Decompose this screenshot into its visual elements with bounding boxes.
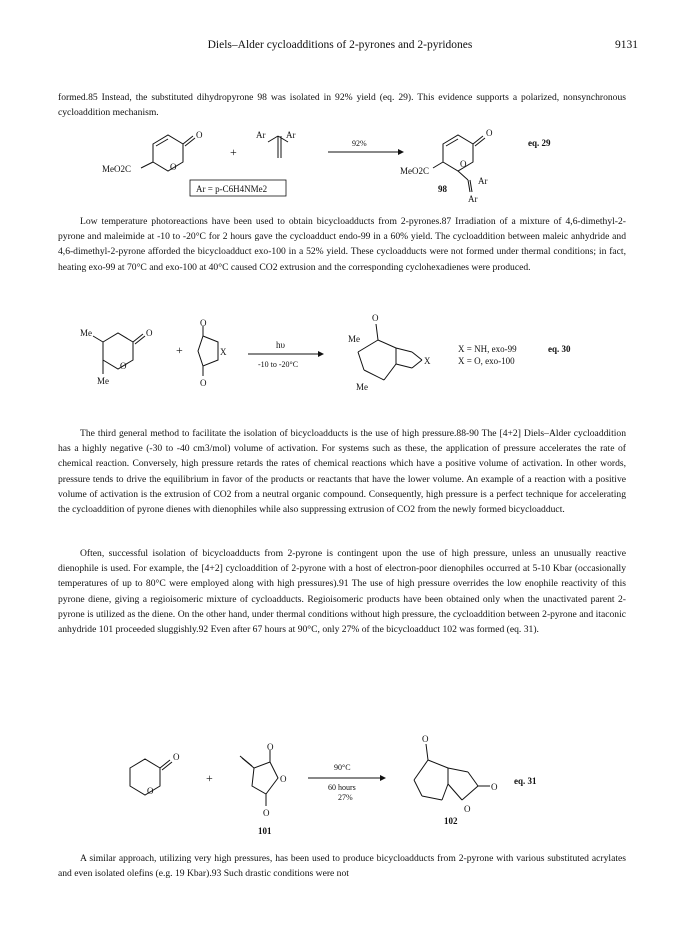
- eq30-dienophile: [198, 326, 218, 376]
- eq31-label: eq. 31: [514, 776, 537, 786]
- eq29-ring-o: O: [170, 162, 177, 172]
- eq30-product-me-bottom: Me: [356, 382, 368, 392]
- eq30-plus: +: [176, 343, 183, 357]
- eq31-anhydride-o-bottom: O: [263, 808, 270, 818]
- eq31-product-o-top: O: [422, 734, 429, 744]
- eq31-compound-102: 102: [444, 816, 458, 826]
- eq31-conditions-time: 60 hours: [328, 783, 356, 792]
- paragraph-3: The third general method to facilitate the isolation of bicycloadducts is the use of high pressure.88-90 The [4+2] Diels–Alder cycloaddition has a highly negative (-30 to -40 cm3/mol) volume of activation. For systems such as these, the application of pressure accelerates the rate of chemical reaction. Conversely, high pressure retards the rates of chemical reactions which have a positive volume of activation. In other words, pressure tends to drive the equilibrium in favor of the products or reactants that have the lower volume. An example of a reaction with a positive volume of activation is the extrusion of CO2 from a neutral organic compound. Consequently, high pressure is a perfect technique for accelerating the cycloaddition of pyrone dienes with dienophiles while also suppressing extrusion of CO2 from the newly formed bicycloadduct.: [58, 428, 626, 516]
- eq29-drawing: [58, 122, 626, 207]
- eq31-pyrone-carbonyl-o: O: [173, 752, 180, 762]
- paragraph-1: formed.85 Instead, the substituted dihydropyrone 98 was isolated in 92% yield (eq. 29). This evidence supports a polarized, nonsynchronous cycloaddition mechanism.: [58, 92, 626, 119]
- eq29-plus: +: [230, 145, 237, 159]
- eq31-product-o-carbonyl: O: [491, 782, 498, 792]
- eq31-conditions-yield: 27%: [338, 793, 353, 802]
- eq31-compound-101: 101: [258, 826, 272, 836]
- eq30-me-top: Me: [80, 328, 92, 338]
- eq31-product-o-bottom: O: [464, 804, 471, 814]
- eq29-product-ester: MeO2C: [400, 166, 429, 176]
- page-number: 9131: [615, 39, 638, 51]
- eq31-product: [414, 744, 490, 800]
- scheme-eq29: [58, 122, 626, 207]
- eq30-me-bottom: Me: [97, 376, 109, 386]
- eq30-product-me-top: Me: [348, 334, 360, 344]
- eq29-ar-b: Ar: [286, 130, 296, 140]
- eq30-dienophile-o-bottom: O: [200, 378, 207, 388]
- eq30-legend-2: X = O, exo-100: [458, 356, 515, 366]
- eq29-product-o: O: [486, 128, 493, 138]
- eq29-yield: 92%: [352, 139, 367, 148]
- eq30-product: [358, 324, 422, 380]
- eq30-drawing: [58, 313, 626, 422]
- eq30-product-x: X: [424, 356, 431, 366]
- eq29-ester-label: MeO2C: [102, 164, 131, 174]
- eq29-ar-definition: Ar = p-C6H4NMe2: [196, 184, 268, 194]
- scheme-eq30: [58, 313, 626, 422]
- eq30-conditions-bottom: -10 to -20°C: [258, 360, 299, 369]
- paragraph-2: Low temperature photoreactions have been used to obtain bicycloadducts from 2-pyrones.87 Irradiation of a mixture of 4,6-dimethyl-2-pyrone and maleimide at -10 to -20°C for 2 hours gave the cycloadduct endo-99 in a 60% yield. The cycloaddition between maleic anhydride and 4,6-dimethyl-2-pyrone afforded the bicycloadduct exo-100 in a 52% yield. These cycloadducts were not formed under thermal conditions; in fact, heating exo-99 at 70°C and exo-100 at 40°C caused CO2 extrusion and the corresponding cyclohexadienes were produced.: [58, 216, 626, 273]
- eq31-anhydride: [240, 750, 278, 806]
- eq30-pyrone-ring-o: O: [120, 361, 127, 371]
- paragraph-5: A similar approach, utilizing very high pressures, has been used to produce bicycloadducts from 2-pyrone with various substituted acrylates and even isolated olefins (e.g. 19 Kbar).93 Such drastic conditions were not: [58, 853, 626, 880]
- eq31-anhydride-o-ring: O: [280, 774, 287, 784]
- page-header: [0, 39, 680, 55]
- eq29-alkene: [268, 136, 288, 158]
- eq29-ar-a: Ar: [256, 130, 266, 140]
- eq31-plus: +: [206, 771, 213, 785]
- eq30-conditions-top: hυ: [276, 340, 285, 350]
- eq30-x: X: [220, 347, 227, 357]
- eq30-legend-1: X = NH, exo-99: [458, 344, 517, 354]
- running-title: Diels–Alder cycloadditions of 2-pyrones and 2-pyridones: [207, 39, 473, 51]
- eq29-compound-number: 98: [438, 184, 447, 194]
- eq29-product-ar: Ar: [478, 176, 488, 186]
- eq30-pyrone: [93, 333, 145, 374]
- eq31-conditions-temp: 90°C: [334, 763, 351, 772]
- eq30-product-o-top: O: [372, 313, 379, 323]
- eq30-pyrone-carbonyl-o: O: [146, 328, 153, 338]
- eq29-carbonyl-o: O: [196, 130, 203, 140]
- eq29-pyrone: [141, 135, 195, 171]
- eq29-label: eq. 29: [528, 138, 551, 148]
- paragraph-4: Often, successful isolation of bicycloadducts from 2-pyrone is contingent upon the use of high pressure, unless an unusually reactive dienophile is used. For example, the [4+2] cycloaddition of 2-pyrone with a host of electron-poor dienophiles occurred at 5-10 Kbar (occasionally temperatures of up to 80°C were employed along with high pressures).91 The use of high pressure overrides the low enophile reactivity of this pyrone diene, giving a regioisomeric mixture of cycloadducts. Regioisomeric products have been obtained only when the unactivated parent 2-pyrone is utilized as the diene. On the other hand, under thermal conditions without high pressure, the cycloaddition between 2-pyrone and itaconic anhydride 101 proceeded sluggishly.92 Even after 67 hours at 90°C, only 27% of the bicycloadduct 102 was formed (eq. 31).: [58, 548, 626, 636]
- eq31-pyrone-ring-o: O: [147, 786, 154, 796]
- eq31-anhydride-o-top: O: [267, 742, 274, 752]
- eq30-dienophile-o-top: O: [200, 318, 207, 328]
- eq31-drawing: [58, 734, 626, 838]
- eq29-product-ar-2: Ar: [468, 194, 478, 204]
- eq30-label: eq. 30: [548, 344, 571, 354]
- eq29-product-ring-o: O: [460, 159, 467, 169]
- scheme-eq31: [58, 734, 626, 838]
